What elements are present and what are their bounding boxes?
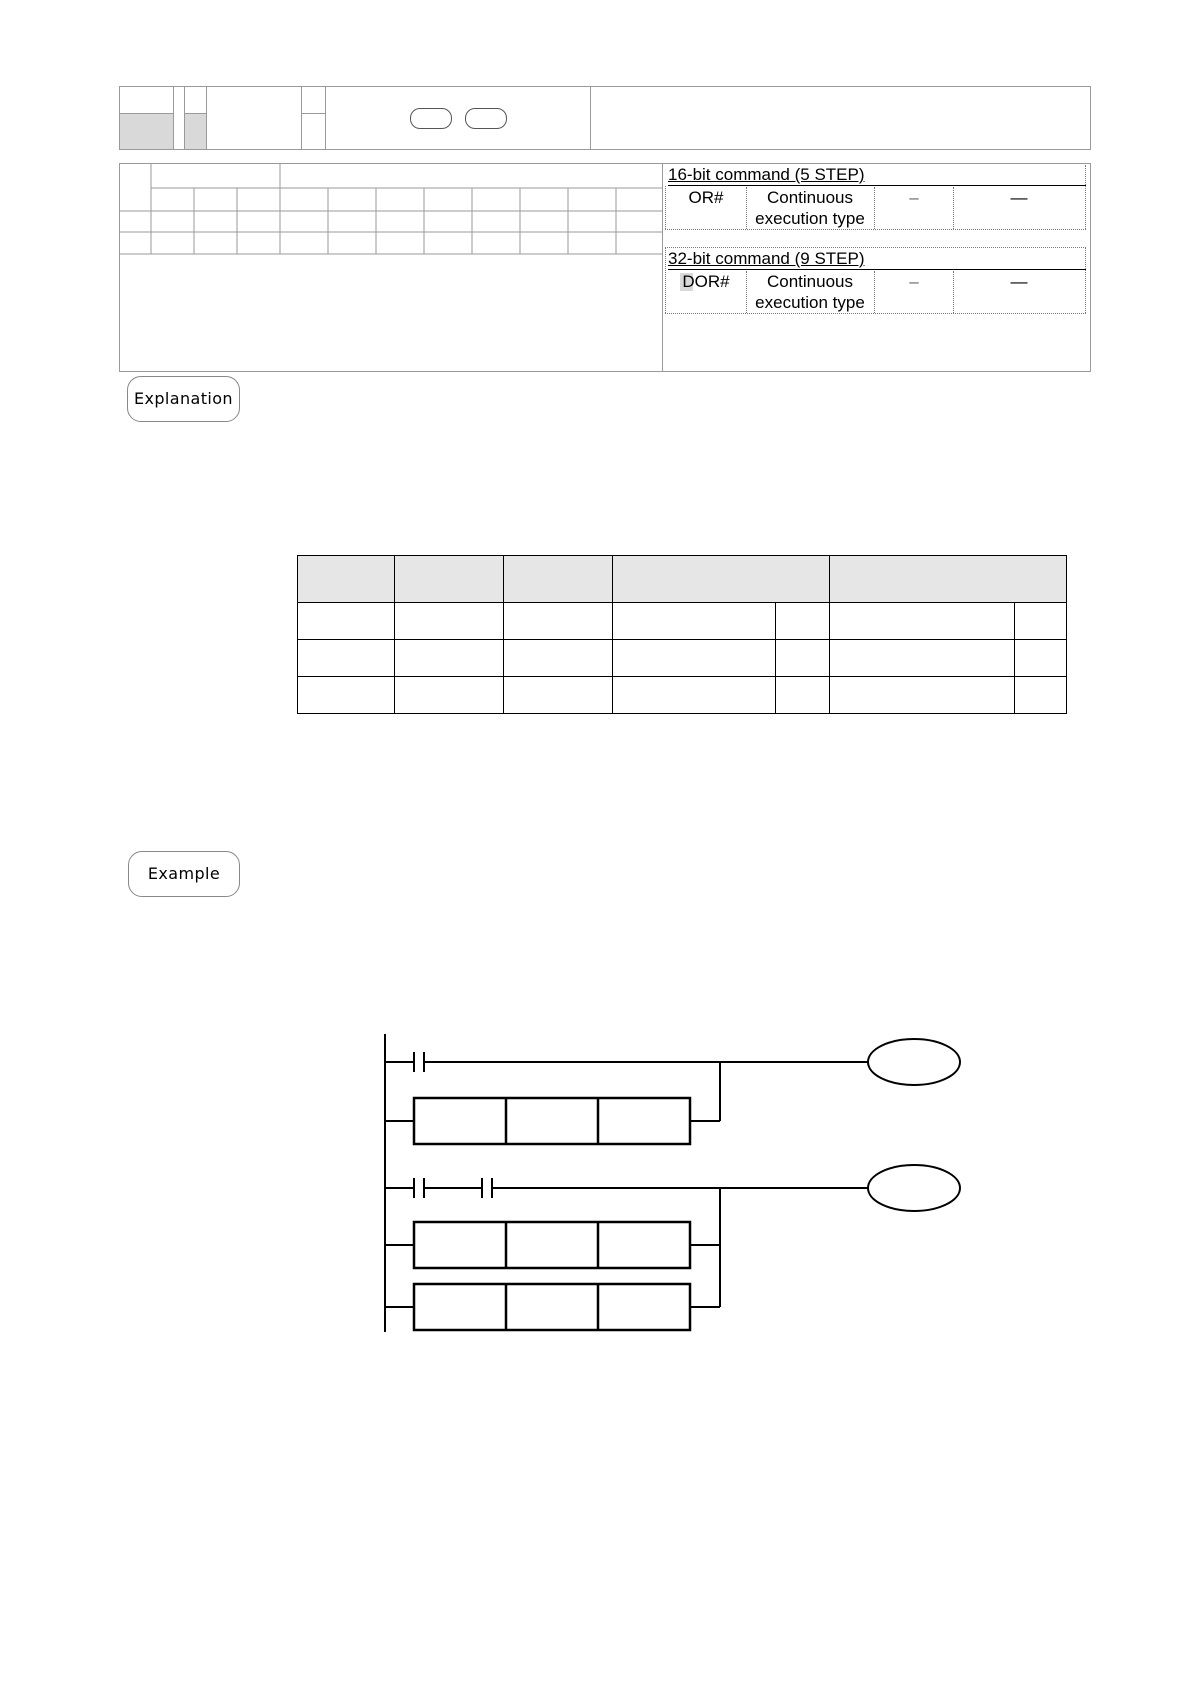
cmd16-left-edge (665, 186, 666, 229)
header-p-cell-top (301, 86, 326, 114)
cmd32-sep-2 (874, 271, 875, 313)
table-cell (776, 640, 830, 677)
table-cell (394, 677, 503, 714)
header-operands-cell (325, 86, 591, 150)
cmd32-exec-type: Continuous execution type (755, 272, 865, 312)
cmd16-sep-1 (746, 187, 747, 229)
operand-s2-pill (465, 108, 507, 129)
cmd16-sep-2 (874, 187, 875, 229)
table-cell (298, 640, 395, 677)
cmd32-underline (668, 269, 1086, 270)
cmd32-bottom (665, 313, 1086, 314)
example-badge: Example (128, 851, 240, 897)
table-row (298, 640, 1067, 677)
table-cell (394, 603, 503, 640)
header-cell (830, 556, 1067, 603)
table-cell (612, 640, 776, 677)
explanation-badge: Explanation (127, 376, 240, 422)
table-row (298, 603, 1067, 640)
table-header-row (298, 556, 1067, 603)
compare-block-3 (414, 1284, 690, 1330)
header-flag-cell-bottom (184, 113, 207, 150)
compare-block-2 (414, 1222, 690, 1268)
output-coil-2 (868, 1165, 960, 1211)
table-cell (830, 677, 1015, 714)
header-cell (394, 556, 503, 603)
header-api-number-cell (119, 113, 174, 150)
cmd32-sep-3 (953, 271, 954, 313)
table-cell (394, 640, 503, 677)
header-mnemonic-cell (206, 86, 302, 150)
output-coil-1 (868, 1039, 960, 1085)
table-cell (503, 677, 612, 714)
cmd32-title: 32-bit command (9 STEP) (668, 249, 865, 268)
table-cell (503, 640, 612, 677)
ladder-diagram (370, 1025, 970, 1335)
cmd16-mnemonic: OR# (688, 188, 724, 207)
cmd16-sep-3 (953, 187, 954, 229)
table-cell (1015, 603, 1067, 640)
cmd16-col4: — (1010, 188, 1028, 207)
table-cell (298, 677, 395, 714)
table-row (298, 677, 1067, 714)
cmd32-top (665, 247, 1086, 248)
cmd16-exec-type: Continuous execution type (755, 188, 865, 228)
cmd16-right-edge (1085, 165, 1086, 229)
header-cell (298, 556, 395, 603)
cmd16-col3: – (909, 188, 919, 207)
compare-block-1 (414, 1098, 690, 1144)
cmd32-right-edge (1085, 247, 1086, 313)
table-cell (830, 603, 1015, 640)
operation-table (297, 555, 1067, 714)
header-cell (612, 556, 830, 603)
table-cell (298, 603, 395, 640)
header-flag-cell-top (184, 86, 207, 114)
cmd32-col4: — (1010, 272, 1028, 291)
table-cell (776, 603, 830, 640)
cmd16-underline (668, 185, 1086, 186)
cmd16-title: 16-bit command (5 STEP) (668, 165, 865, 184)
cmd16-bottom (665, 229, 1086, 230)
table-cell (612, 603, 776, 640)
table-cell (776, 677, 830, 714)
table-cell (1015, 640, 1067, 677)
operand-s1-pill (410, 108, 452, 129)
header-p-cell-bottom (301, 113, 326, 150)
cmd32-col3: – (909, 272, 919, 291)
table-cell (830, 640, 1015, 677)
table-cell (503, 603, 612, 640)
header-cell (503, 556, 612, 603)
table-cell (612, 677, 776, 714)
cmd32-mnemonic: DOR# (682, 272, 730, 291)
device-grid (119, 163, 663, 255)
header-api-label-cell (119, 86, 174, 114)
cmd32-left-edge (665, 247, 666, 313)
cmd32-sep-1 (746, 271, 747, 313)
table-cell (1015, 677, 1067, 714)
header-function-cell (590, 86, 1091, 150)
